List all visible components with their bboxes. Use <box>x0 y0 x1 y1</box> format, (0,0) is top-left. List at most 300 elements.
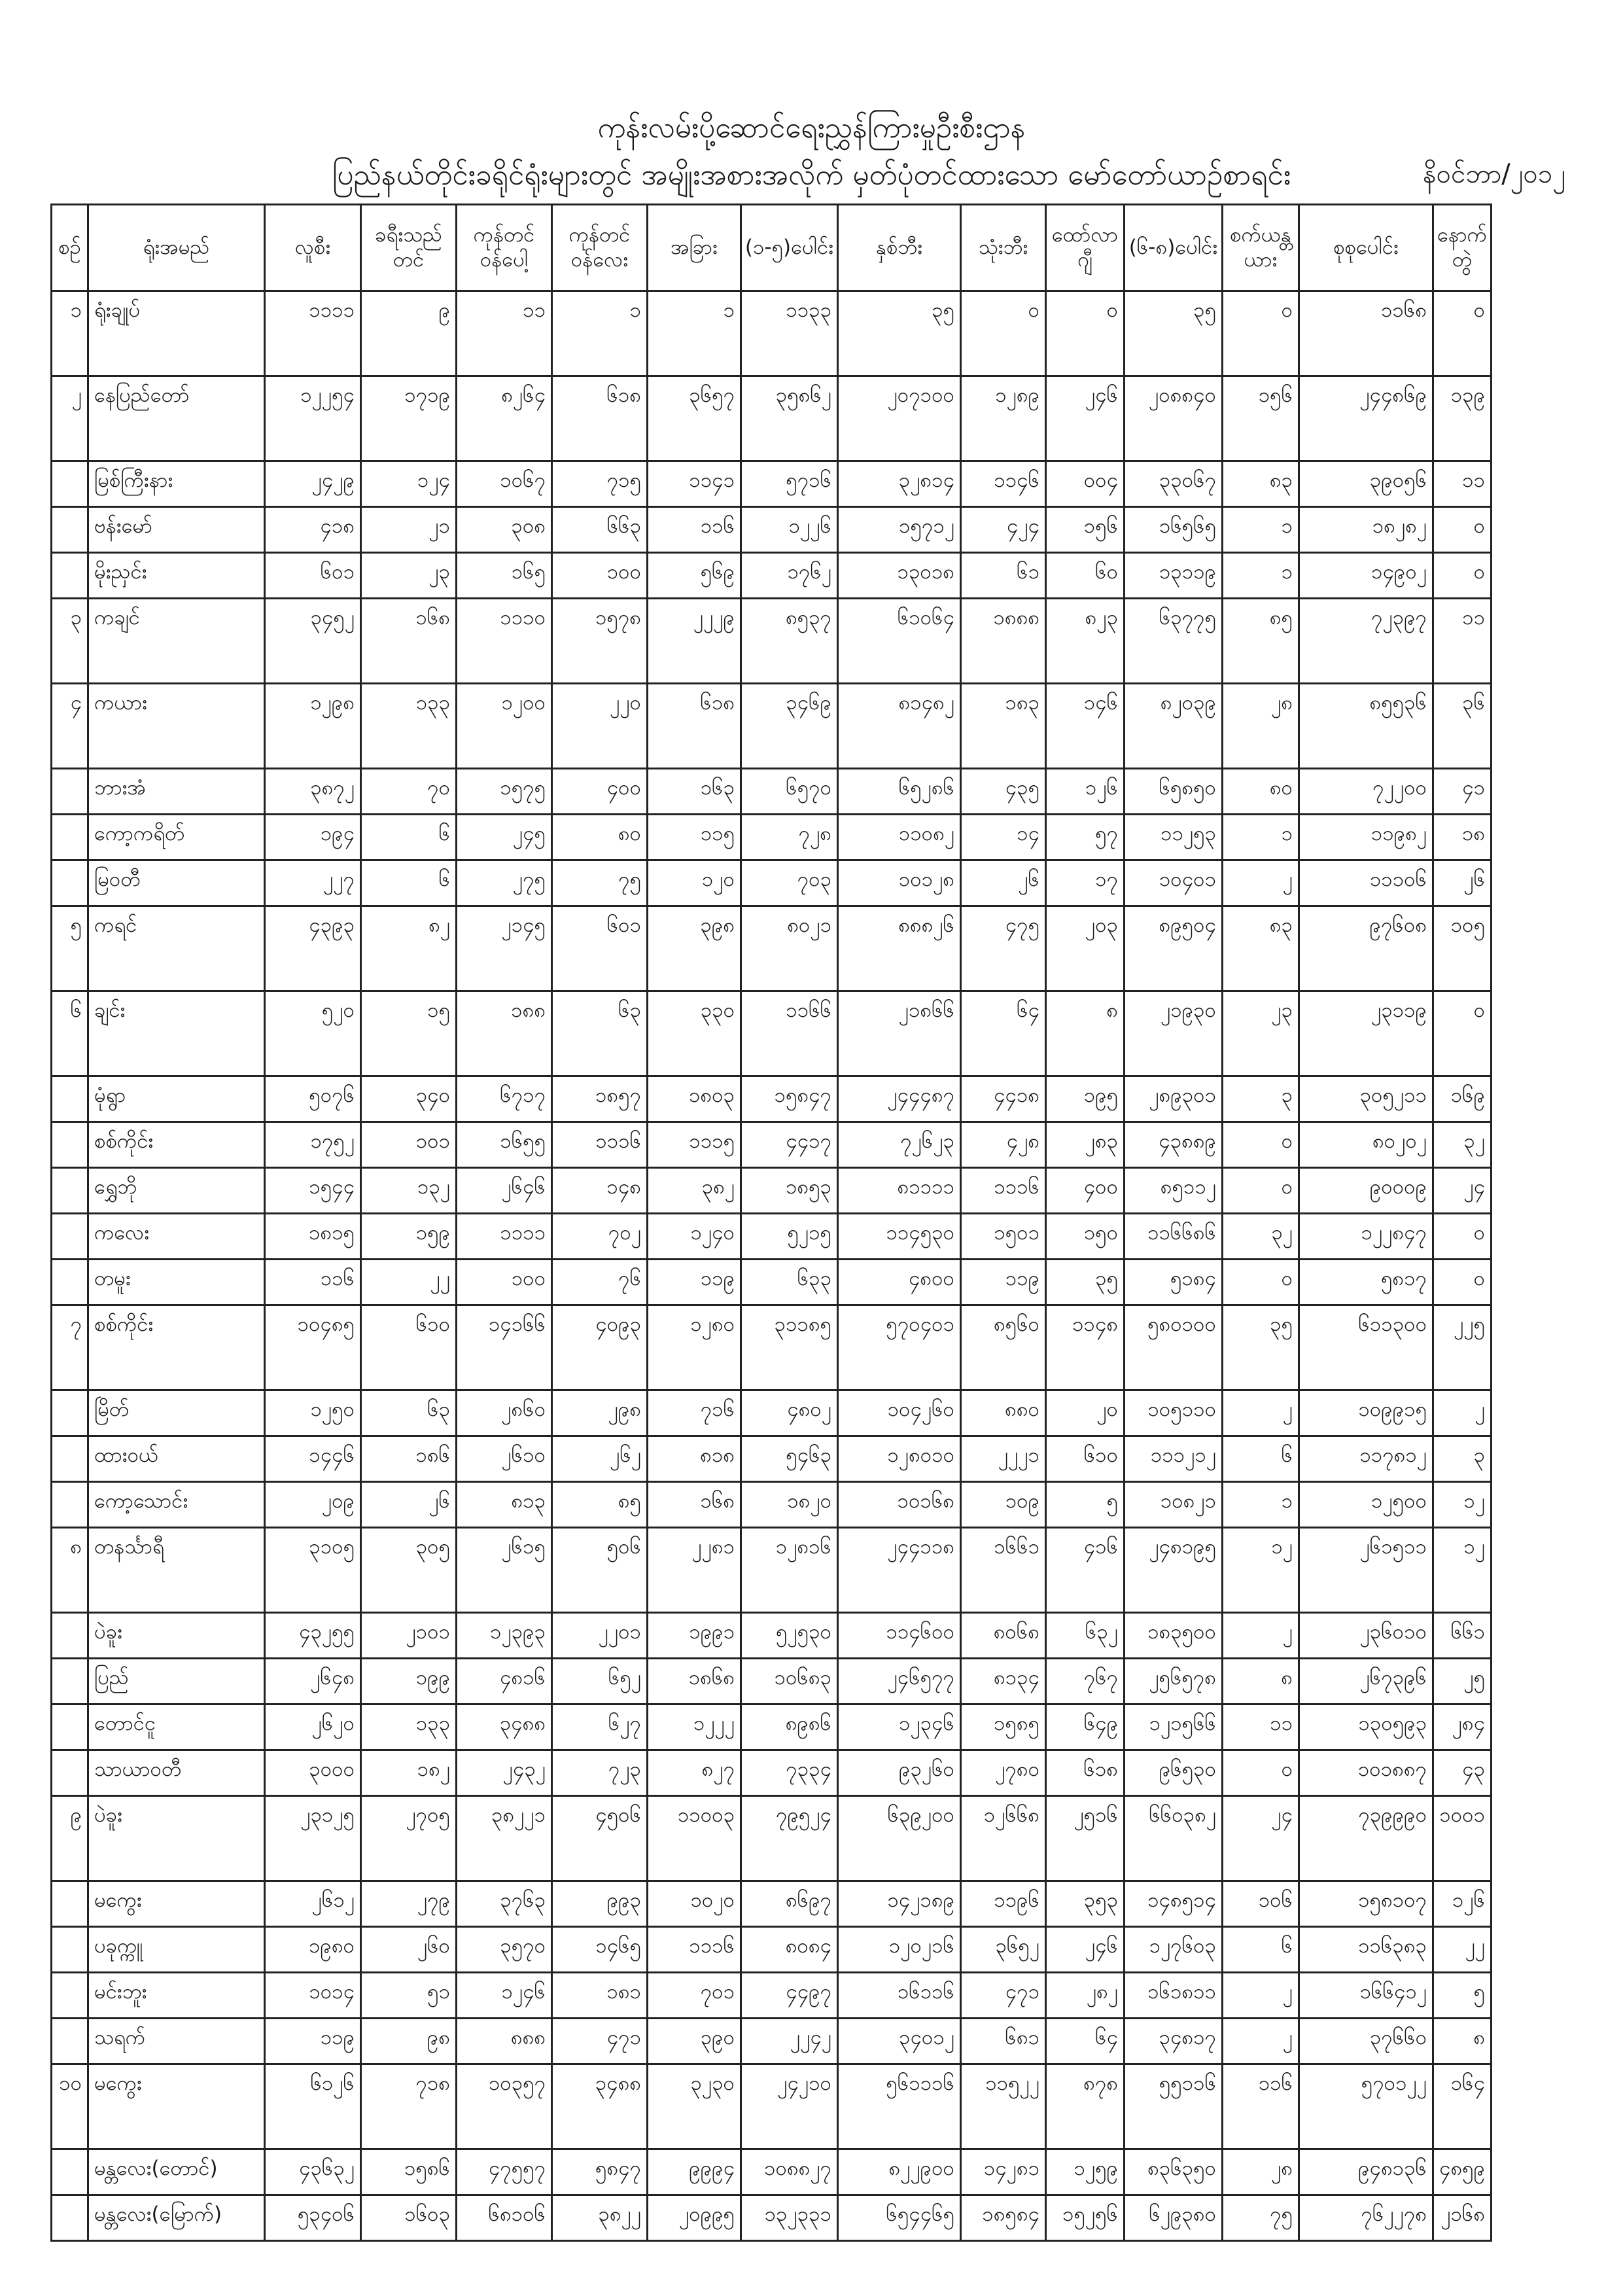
value-cell: ၆၆၁ <box>1433 1613 1492 1659</box>
value-cell: ၇၁၆ <box>648 1390 741 1436</box>
table-row <box>52 684 1492 769</box>
value-cell: ၆၄ <box>961 991 1046 1076</box>
value-cell: ၁၁ <box>1433 461 1492 507</box>
value-cell: ၄၈၁၆ <box>457 1659 552 1704</box>
value-cell: ၀ <box>1223 1260 1299 1305</box>
value-cell: ၁၀၁၄ <box>265 1973 361 2019</box>
value-cell: ၇၀၂ <box>552 1214 648 1260</box>
value-cell: ၁၄၆ <box>1046 684 1125 769</box>
value-cell: ၁၄၁၆၆ <box>457 1305 552 1390</box>
value-cell: ၅ <box>1433 1973 1492 2019</box>
value-cell: ၁၀၀ <box>457 1260 552 1305</box>
value-cell: ၄၃၉၃ <box>265 906 361 991</box>
column-header: သုံးဘီး <box>961 205 1046 291</box>
office-name-cell: နေပြည်တော် <box>88 376 265 461</box>
value-cell: ၁၀၁၈၈၇ <box>1299 1750 1433 1796</box>
column-header: လူစီး <box>265 205 361 291</box>
value-cell: ၃၃၀ <box>648 991 741 1076</box>
value-cell: ၃၄၈၈ <box>457 1704 552 1750</box>
office-name-cell: ထားဝယ် <box>88 1436 265 1482</box>
value-cell: ၇၅ <box>552 860 648 906</box>
serial-number-cell <box>52 1122 88 1168</box>
value-cell: ၁၀၁၆၈ <box>838 1482 961 1528</box>
serial-number-cell: ၂ <box>52 376 88 461</box>
value-cell: ၆၂၇ <box>552 1704 648 1750</box>
value-cell: ၁၃၂၃၃၁ <box>741 2195 838 2241</box>
value-cell: ၁၄၈ <box>552 1168 648 1214</box>
value-cell: ၄၈၅၉ <box>1433 2149 1492 2195</box>
value-cell: ၈၅၁၁၂ <box>1125 1168 1223 1214</box>
value-cell: ၆၅၂၈၆ <box>838 769 961 815</box>
value-cell: ၂၆ <box>361 1482 457 1528</box>
value-cell: ၁၂၅၀ <box>265 1390 361 1436</box>
value-cell: ၁၁၆ <box>265 1260 361 1305</box>
table-row <box>52 1881 1492 1927</box>
serial-number-cell: ၃ <box>52 599 88 684</box>
value-cell: ၃၀၅ <box>361 1528 457 1613</box>
value-cell: ၁၂ <box>1223 1528 1299 1613</box>
office-name-cell: ရွှေဘို <box>88 1168 265 1214</box>
value-cell: ၈ <box>1046 991 1125 1076</box>
value-cell: ၅၂၅၃၀ <box>741 1613 838 1659</box>
value-cell: ၆၁၁၃၀၀ <box>1299 1305 1433 1390</box>
value-cell: ၄၇၁ <box>552 2019 648 2064</box>
value-cell: ၁၁၁၁ <box>265 291 361 376</box>
page-title: ကုန်းလမ်းပို့ဆောင်ရေးညွှန်ကြားမှုဦးစီးဌာန <box>597 111 1026 145</box>
value-cell: ၁ <box>648 291 741 376</box>
column-header: နောက်တွဲ <box>1433 205 1492 291</box>
table-row <box>52 1927 1492 1973</box>
office-name-cell: ပြည် <box>88 1659 265 1704</box>
serial-number-cell: ၅ <box>52 906 88 991</box>
value-cell: ၆၃၇၇၅ <box>1125 599 1223 684</box>
value-cell: ၁၀၉ <box>961 1482 1046 1528</box>
value-cell: ၁၁၁၂၁၂ <box>1125 1436 1223 1482</box>
value-cell: ၇၆၇ <box>1046 1659 1125 1704</box>
value-cell: ၁၂၈၀၁၀ <box>838 1436 961 1482</box>
value-cell: ၄၇၅၅၇ <box>457 2149 552 2195</box>
value-cell: ၂၁၀၁ <box>361 1613 457 1659</box>
value-cell: ၁၈၆၈ <box>648 1659 741 1704</box>
value-cell: ၀ <box>1046 291 1125 376</box>
value-cell: ၂၁၆၈ <box>1433 2195 1492 2241</box>
value-cell: ၈၁၄၈၂ <box>838 684 961 769</box>
value-cell: ၈၁၃၄ <box>961 1659 1046 1704</box>
value-cell: ၆၅၂ <box>552 1659 648 1704</box>
value-cell: ၁၁ <box>1223 1704 1299 1750</box>
value-cell: ၃၄၀၁၂ <box>838 2019 961 2064</box>
value-cell: ၁၁၁၅ <box>648 1122 741 1168</box>
value-cell: ၁၆၆၁ <box>961 1528 1046 1613</box>
value-cell: ၁၁၄၅၃၀ <box>838 1214 961 1260</box>
value-cell: ၇၉၅၂၄ <box>741 1796 838 1881</box>
value-cell: ၄၈၀၀ <box>838 1260 961 1305</box>
value-cell: ၃၆၅၂ <box>961 1927 1046 1973</box>
value-cell: ၂၁၉၃၀ <box>1125 991 1223 1076</box>
table-row <box>52 991 1492 1076</box>
value-cell: ၂၂ <box>361 1260 457 1305</box>
table-row <box>52 2195 1492 2241</box>
table-row <box>52 1436 1492 1482</box>
value-cell: ၃၈၂၂၁ <box>457 1796 552 1881</box>
value-cell: ၁၈၈၈ <box>961 599 1046 684</box>
serial-number-cell <box>52 1390 88 1436</box>
serial-number-cell: ၈ <box>52 1528 88 1613</box>
value-cell: ၁၈၅၈၄ <box>961 2195 1046 2241</box>
value-cell: ၆၆၀၃၈၂ <box>1125 1796 1223 1881</box>
column-header: ကုန်တင်ဝန်ပေါ့ <box>457 205 552 291</box>
value-cell: ၁၁၁၁ <box>457 1214 552 1260</box>
value-cell: ၂၅၁၆ <box>1046 1796 1125 1881</box>
value-cell: ၃၄၈၈ <box>552 2064 648 2149</box>
value-cell: ၁၇၁၉ <box>361 376 457 461</box>
value-cell: ၅၈၁၇ <box>1299 1260 1433 1305</box>
value-cell: ၂၄၂၁၀ <box>741 2064 838 2149</box>
value-cell: ၂၆၂ <box>552 1436 648 1482</box>
value-cell: ၂ <box>1223 2019 1299 2064</box>
value-cell: ၁၁၉၆ <box>961 1881 1046 1927</box>
serial-number-cell <box>52 1704 88 1750</box>
value-cell: ၁၈၈ <box>457 991 552 1076</box>
value-cell: ၈၁၃ <box>457 1482 552 1528</box>
value-cell: ၂၆၀ <box>361 1927 457 1973</box>
office-name-cell: သရက် <box>88 2019 265 2064</box>
value-cell: ၁၁၆ <box>648 507 741 553</box>
table-row <box>52 769 1492 815</box>
value-cell: ၃၀၈ <box>457 507 552 553</box>
value-cell: ၈၀ <box>552 815 648 860</box>
value-cell: ၄၄၁၈ <box>961 1076 1046 1122</box>
value-cell: ၆၇၁၇ <box>457 1076 552 1122</box>
value-cell: ၆၂၉၃၈၀ <box>1125 2195 1223 2241</box>
office-name-cell: မြိတ် <box>88 1390 265 1436</box>
value-cell: ၈၉၈၆ <box>741 1704 838 1750</box>
value-cell: ၂၈၂ <box>1046 1973 1125 2019</box>
serial-number-cell: ၆ <box>52 991 88 1076</box>
value-cell: ၄၃၆၃၂ <box>265 2149 361 2195</box>
value-cell: ၁၇ <box>1046 860 1125 906</box>
value-cell: ၄၃ <box>1433 1750 1492 1796</box>
value-cell: ၆ <box>1223 1927 1299 1973</box>
table-row <box>52 1168 1492 1214</box>
value-cell: ၄၃၅ <box>961 769 1046 815</box>
value-cell: ၈၀၂၁ <box>741 906 838 991</box>
value-cell: ၁၆၃ <box>648 769 741 815</box>
value-cell: ၂၃ <box>1223 991 1299 1076</box>
value-cell: ၄၁ <box>1433 769 1492 815</box>
value-cell: ၁ <box>552 291 648 376</box>
value-cell: ၁၀၁၂၈ <box>838 860 961 906</box>
table-row <box>52 376 1492 461</box>
value-cell: ၁၈၅၇ <box>552 1076 648 1122</box>
value-cell: ၁၂၈၀ <box>648 1305 741 1390</box>
value-cell: ၄၂၈ <box>961 1122 1046 1168</box>
column-header: အခြား <box>648 205 741 291</box>
office-name-cell: ကော့သောင်း <box>88 1482 265 1528</box>
value-cell: ၀၀၄ <box>1046 461 1125 507</box>
value-cell: ၂၆၄၈ <box>265 1659 361 1704</box>
value-cell: ၆၀၁ <box>552 906 648 991</box>
value-cell: ၁၂၀၂၁၆ <box>838 1927 961 1973</box>
value-cell: ၂၀၉ <box>265 1482 361 1528</box>
value-cell: ၂၃၆၀၁၀ <box>1299 1613 1433 1659</box>
value-cell: ၄၀၀ <box>1046 1168 1125 1214</box>
value-cell: ၂၂၂၁ <box>961 1436 1046 1482</box>
serial-number-cell <box>52 553 88 599</box>
value-cell: ၀ <box>1223 291 1299 376</box>
value-cell: ၂၈၃ <box>1046 1122 1125 1168</box>
value-cell: ၁၅၈၁၀၇ <box>1299 1881 1433 1927</box>
value-cell: ၈၂၀၃၉ <box>1125 684 1223 769</box>
value-cell: ၁၁၄၁ <box>648 461 741 507</box>
value-cell: ၂၈ <box>1223 2149 1299 2195</box>
table-row <box>52 1122 1492 1168</box>
value-cell: ၁၃၀၅၉၃ <box>1299 1704 1433 1750</box>
value-cell: ၂၇၀၅ <box>361 1796 457 1881</box>
serial-number-cell <box>52 1613 88 1659</box>
value-cell: ၆ <box>1223 1436 1299 1482</box>
value-cell: ၅၇၁၆ <box>741 461 838 507</box>
office-name-cell: မိုးညှင်း <box>88 553 265 599</box>
value-cell: ၉၄၈၁၃၆ <box>1299 2149 1433 2195</box>
table-row <box>52 1482 1492 1528</box>
column-header: စုစုပေါင်း <box>1299 205 1433 291</box>
value-cell: ၆ <box>361 860 457 906</box>
value-cell: ၃၄၀ <box>361 1076 457 1122</box>
office-name-cell: ဘားအံ <box>88 769 265 815</box>
office-name-cell: ဗန်းမော် <box>88 507 265 553</box>
value-cell: ၄၀၉၃ <box>552 1305 648 1390</box>
value-cell: ၁၀၀၁ <box>1433 1796 1492 1881</box>
value-cell: ၃၄၅၂ <box>265 599 361 684</box>
value-cell: ၁၈၃ <box>961 684 1046 769</box>
value-cell: ၂၄၈၁၉၅ <box>1125 1528 1223 1613</box>
office-name-cell: မန္တလေး(တောင်) <box>88 2149 265 2195</box>
value-cell: ၄၃၂၅၅ <box>265 1613 361 1659</box>
value-cell: ၃၈၂ <box>648 1168 741 1214</box>
value-cell: ၁၁၁၆ <box>961 1168 1046 1214</box>
value-cell: ၁၀၉၉၁၅ <box>1299 1390 1433 1436</box>
value-cell: ၈၉၅၀၄ <box>1125 906 1223 991</box>
value-cell: ၁၂၃၉၃ <box>457 1613 552 1659</box>
value-cell: ၈၂၇ <box>648 1750 741 1796</box>
value-cell: ၂၇၉ <box>361 1881 457 1927</box>
office-name-cell: စစ်ကိုင်း <box>88 1122 265 1168</box>
value-cell: ၄၄၁၇ <box>741 1122 838 1168</box>
value-cell: ၂၂ <box>1433 1927 1492 1973</box>
serial-number-cell <box>52 1482 88 1528</box>
value-cell: ၁ <box>1223 553 1299 599</box>
value-cell: ၁၅ <box>361 991 457 1076</box>
value-cell: ၁ <box>1223 815 1299 860</box>
value-cell: ၁၉၉၁ <box>648 1613 741 1659</box>
serial-number-cell: ၇ <box>52 1305 88 1390</box>
value-cell: ၃၇၆၆၀ <box>1299 2019 1433 2064</box>
value-cell: ၆၅၄၄၆၅ <box>838 2195 961 2241</box>
value-cell: ၅၁၈၄ <box>1125 1260 1223 1305</box>
value-cell: ၁၉၄ <box>265 815 361 860</box>
value-cell: ၂၄၆ <box>1046 1927 1125 1973</box>
value-cell: ၁၈၁ <box>552 1973 648 2019</box>
value-cell: ၈၅၅၃၆ <box>1299 684 1433 769</box>
value-cell: ၃၅ <box>1046 1260 1125 1305</box>
value-cell: ၁၁၆၈ <box>1299 291 1433 376</box>
value-cell: ၁၇၆၂ <box>741 553 838 599</box>
value-cell: ၁၆၅၅ <box>457 1122 552 1168</box>
value-cell: ၂၅၆၅၇၈ <box>1125 1659 1223 1704</box>
value-cell: ၁၉၈၀ <box>265 1927 361 1973</box>
value-cell: ၁၂၆ <box>1433 1881 1492 1927</box>
value-cell: ၆၁၀ <box>361 1305 457 1390</box>
value-cell: ၁၆၈ <box>648 1482 741 1528</box>
value-cell: ၁၂၈၁၆ <box>741 1528 838 1613</box>
value-cell: ၁၃၃ <box>361 1704 457 1750</box>
value-cell: ၀ <box>1433 1214 1492 1260</box>
value-cell: ၁၁၁၀၆ <box>1299 860 1433 906</box>
serial-number-cell <box>52 1168 88 1214</box>
office-name-cell: ပဲခူး <box>88 1613 265 1659</box>
value-cell: ၁၅၀၁ <box>961 1214 1046 1260</box>
value-cell: ၁၁၉ <box>961 1260 1046 1305</box>
value-cell: ၂၆ <box>1433 860 1492 906</box>
value-cell: ၁၀၄၀၁ <box>1125 860 1223 906</box>
value-cell: ၁၁၂၅၃ <box>1125 815 1223 860</box>
value-cell: ၃၃၀၆၇ <box>1125 461 1223 507</box>
office-name-cell: မကွေး <box>88 1881 265 1927</box>
value-cell: ၇၂၃၉၇ <box>1299 599 1433 684</box>
value-cell: ၅၀၇၆ <box>265 1076 361 1122</box>
value-cell: ၂၀၃ <box>1046 906 1125 991</box>
value-cell: ၂၄၄၈၆၉ <box>1299 376 1433 461</box>
office-name-cell: ကလေး <box>88 1214 265 1260</box>
value-cell: ၁၅၇၅ <box>457 769 552 815</box>
value-cell: ၆၄၉ <box>1046 1704 1125 1750</box>
value-cell: ၂၄၆၅၇၇ <box>838 1659 961 1704</box>
value-cell: ၃၄၈၁၇ <box>1125 2019 1223 2064</box>
value-cell: ၈၅ <box>552 1482 648 1528</box>
value-cell: ၆၁၀၆၄ <box>838 599 961 684</box>
value-cell: ၁၀၄၂၆၀ <box>838 1390 961 1436</box>
value-cell: ၁၂၂၆ <box>741 507 838 553</box>
serial-number-cell <box>52 815 88 860</box>
value-cell: ၁၂၂၈၄၇ <box>1299 1214 1433 1260</box>
value-cell: ၁၂၅၀၀ <box>1299 1482 1433 1528</box>
value-cell: ၁၃၂ <box>361 1168 457 1214</box>
value-cell: ၁၅၀ <box>1046 1214 1125 1260</box>
office-name-cell: မြစ်ကြီးနား <box>88 461 265 507</box>
value-cell: ၁၆၁၈၁၁ <box>1125 1973 1223 2019</box>
value-cell: ၆၁၀ <box>1046 1436 1125 1482</box>
value-cell: ၈၂၃ <box>1046 599 1125 684</box>
table-row <box>52 1528 1492 1613</box>
value-cell: ၂၆၁၂ <box>265 1881 361 1927</box>
value-cell: ၇၁၈ <box>361 2064 457 2149</box>
value-cell: ၃၅၇၀ <box>457 1927 552 1973</box>
serial-number-cell <box>52 2149 88 2195</box>
value-cell: ၇၆ <box>552 1260 648 1305</box>
value-cell: ၁၉၉ <box>361 1659 457 1704</box>
column-header: (၆-၈)ပေါင်း <box>1125 205 1223 291</box>
serial-number-cell <box>52 2195 88 2241</box>
value-cell: ၁၃၁၁၉ <box>1125 553 1223 599</box>
value-cell: ၁၁ <box>457 291 552 376</box>
value-cell: ၃၆၅၇ <box>648 376 741 461</box>
value-cell: ၈၈၀ <box>961 1390 1046 1436</box>
value-cell: ၂၂၇ <box>265 860 361 906</box>
value-cell: ၁၂၄၀ <box>648 1214 741 1260</box>
office-name-cell: ပခုက္ကူ <box>88 1927 265 1973</box>
office-name-cell: သာယာဝတီ <box>88 1750 265 1796</box>
value-cell: ၉၈ <box>361 2019 457 2064</box>
value-cell: ၄၅၀၆ <box>552 1796 648 1881</box>
value-cell: ၉၇၆၀၈ <box>1299 906 1433 991</box>
value-cell: ၉၆၅၃၀ <box>1125 1750 1223 1796</box>
value-cell: ၈၂ <box>361 906 457 991</box>
table-row <box>52 1390 1492 1436</box>
value-cell: ၁၁၅၂၂ <box>961 2064 1046 2149</box>
value-cell: ၁၀၈၈၂၇ <box>741 2149 838 2195</box>
value-cell: ၁၅၈၆ <box>361 2149 457 2195</box>
value-cell: ၂၀၉၉၅ <box>648 2195 741 2241</box>
reference-number: နိဝင်ဘာ/၂၀၁၂ <box>1422 159 1565 189</box>
value-cell: ၁၄ <box>961 815 1046 860</box>
value-cell: ၅၄၆၃ <box>741 1436 838 1482</box>
value-cell: ၁၁၉၈၂ <box>1299 815 1433 860</box>
value-cell: ၁၈၂၀ <box>741 1482 838 1528</box>
value-cell: ၁၆၁၁၆ <box>838 1973 961 2019</box>
value-cell: ၃ <box>1223 1076 1299 1122</box>
table-row <box>52 2149 1492 2195</box>
value-cell: ၆၆၃ <box>552 507 648 553</box>
office-name-cell: ကရင် <box>88 906 265 991</box>
value-cell: ၁၂၈၉ <box>961 376 1046 461</box>
column-header: ထော်လာဂျီ <box>1046 205 1125 291</box>
serial-number-cell <box>52 507 88 553</box>
value-cell: ၁၈၃၅၀၀ <box>1125 1613 1223 1659</box>
office-name-cell: စစ်ကိုင်း <box>88 1305 265 1390</box>
table-row <box>52 2019 1492 2064</box>
value-cell: ၁၄၂၈၁ <box>961 2149 1046 2195</box>
value-cell: ၁၂၃၄၆ <box>838 1704 961 1750</box>
table-row <box>52 2064 1492 2149</box>
column-header: ကုန်တင်ဝန်လေး <box>552 205 648 291</box>
office-name-cell: မြဝတီ <box>88 860 265 906</box>
value-cell: ၂၂၀၁ <box>552 1613 648 1659</box>
serial-number-cell <box>52 1927 88 1973</box>
value-cell: ၂၄ <box>1223 1796 1299 1881</box>
value-cell: ၁၁၇၈၁၂ <box>1299 1436 1433 1482</box>
value-cell: ၄၂၄ <box>961 507 1046 553</box>
value-cell: ၉၀၀၀၉ <box>1299 1168 1433 1214</box>
office-name-cell: တောင်ငူ <box>88 1704 265 1750</box>
value-cell: ၅၇ <box>1046 815 1125 860</box>
table-header-row <box>52 205 1492 291</box>
table-row <box>52 291 1492 376</box>
value-cell: ၅၇၀၁၂၂ <box>1299 2064 1433 2149</box>
value-cell: ၁၀၁ <box>361 1122 457 1168</box>
value-cell: ၂၀ <box>1046 1390 1125 1436</box>
value-cell: ၆၄ <box>1046 2019 1125 2064</box>
serial-number-cell <box>52 2019 88 2064</box>
value-cell: ၁၁၉ <box>265 2019 361 2064</box>
value-cell: ၁ <box>1223 507 1299 553</box>
value-cell: ၆၃၉၂၀၀ <box>838 1796 961 1881</box>
value-cell: ၃၈၇၂ <box>265 769 361 815</box>
value-cell: ၇၀၁ <box>648 1973 741 2019</box>
serial-number-cell <box>52 461 88 507</box>
value-cell: ၁၂၁၅၆၆ <box>1125 1704 1223 1750</box>
value-cell: ၁၀၅၁၁၀ <box>1125 1390 1223 1436</box>
